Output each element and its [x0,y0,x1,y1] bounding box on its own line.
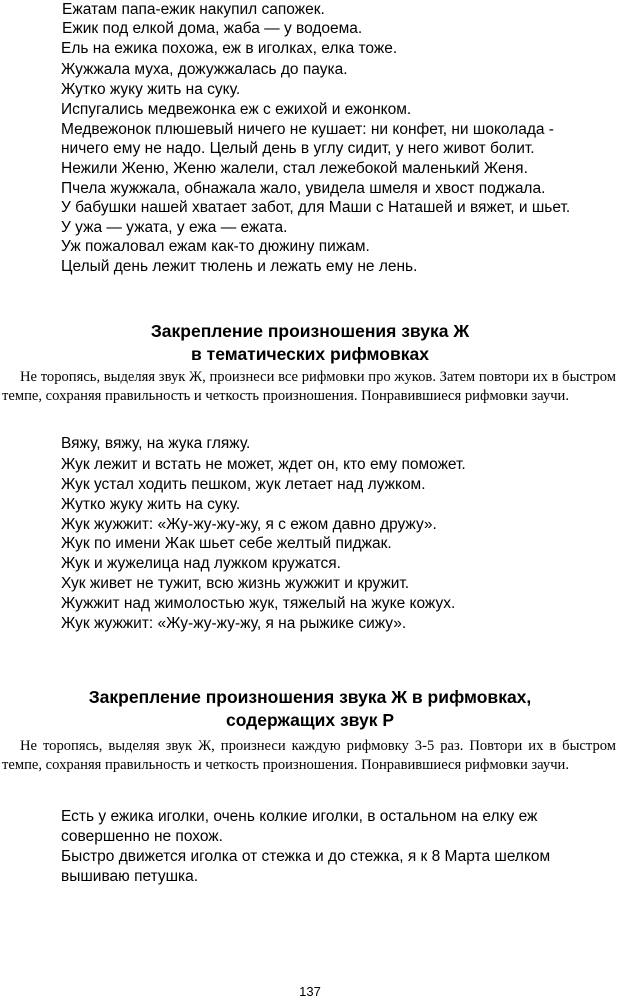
text-line: Жужжит над жимолостью жук, тяжелый на жуке кожух. [61,595,456,612]
text-line: Ель на ежика похожа, еж в иголках, елка тоже. [61,40,398,57]
text-line: Жутко жуку жить на суку. [61,81,241,98]
text-line: совершенно не похож. [61,828,223,845]
text-line: Нежили Женю, Женю жалели, стал лежебокой маленький Женя. [61,160,528,177]
text-line: Вяжу, вяжу, на жука гляжу. [61,435,251,452]
text-line: Быстро движется иголка от стежка и до стежка, я к 8 Марта шелком [61,848,551,865]
text-line: Есть у ежика иголки, очень колкие иголки, в остальном на елку еж [61,808,538,825]
text-line: Жук и жужелица над лужком кружатся. [61,555,341,572]
text-line: Испугались медвежонка еж с ежихой и ежонком. [61,101,412,118]
text-line: У бабушки нашей хватает забот, для Маши с Наташей и вяжет, и шьет. [61,199,571,216]
text-line: Жук лежит и встать не может, ждет он, кто ему поможет. [61,456,466,473]
text-line: Уж пожаловал ежам как-то дюжину пижам. [61,238,370,255]
text-line: вышиваю петушка. [61,868,199,885]
text-line: Пчела жужжала, обнажала жало, увидела шмеля и хвост поджала. [61,180,546,197]
section-2-heading-line-2: в тематических рифмовках [191,344,429,364]
text-line: У ужа — ужата, у ежа — ежата. [61,219,288,236]
section-2-heading-line-1: Закрепление произношения звука Ж [150,321,470,341]
page-number: 137 [299,984,321,999]
text-line: Целый день лежит тюлень и лежать ему не лень. [61,258,418,275]
section-2-intro-text: Не торопясь, выделяя звук Ж, произнеси все рифмовки про жуков. Затем повтори их в быстром темпе, сохраняя правильность и четкость произношения. Понравившиеся рифмовки заучи. [2,369,616,404]
text-line: Хук живет не тужит, всю жизнь жужжит и кружит. [61,575,410,592]
section-2-intro [2,368,616,406]
text-line: Жук жужжит: «Жу-жу-жу-жу, я на рыжике сижу». [61,615,407,632]
text-line: Медвежонок плюшевый ничего не кушает: ни конфет, ни шоколада - [61,121,554,138]
text-line: Жук жужжит: «Жу-жу-жу-жу, я с ежом давно дружу». [61,516,437,533]
text-line: Жук устал ходить пешком, жук летает над лужком. [61,476,426,493]
text-line: ничего ему не надо. Целый день в углу сидит, у него живот болит. [61,140,535,157]
text-line: Жужжала муха, дожужжалась до паука. [61,61,348,78]
text-line: Ежик под елкой дома, жаба — у водоема. [62,20,363,37]
text-line: Ежатам папа-ежик накупил сапожек. [62,1,325,18]
text-line: Жук по имени Жак шьет себе желтый пиджак. [61,535,392,552]
text-line: Жутко жуку жить на суку. [61,496,241,513]
section-3-intro-text: Не торопясь, выделяя звук Ж, произнеси каждую рифмовку 3-5 раз. Повтори их в быстром темпе, сохраняя правильность и четкость произношения. Понравившиеся рифмовки заучи. [2,738,616,773]
section-3-intro [2,737,616,775]
section-3-heading-line-2: содержащих звук Р [225,710,394,730]
section-3-heading-line-1: Закрепление произношения звука Ж в рифмовках, [88,687,532,707]
